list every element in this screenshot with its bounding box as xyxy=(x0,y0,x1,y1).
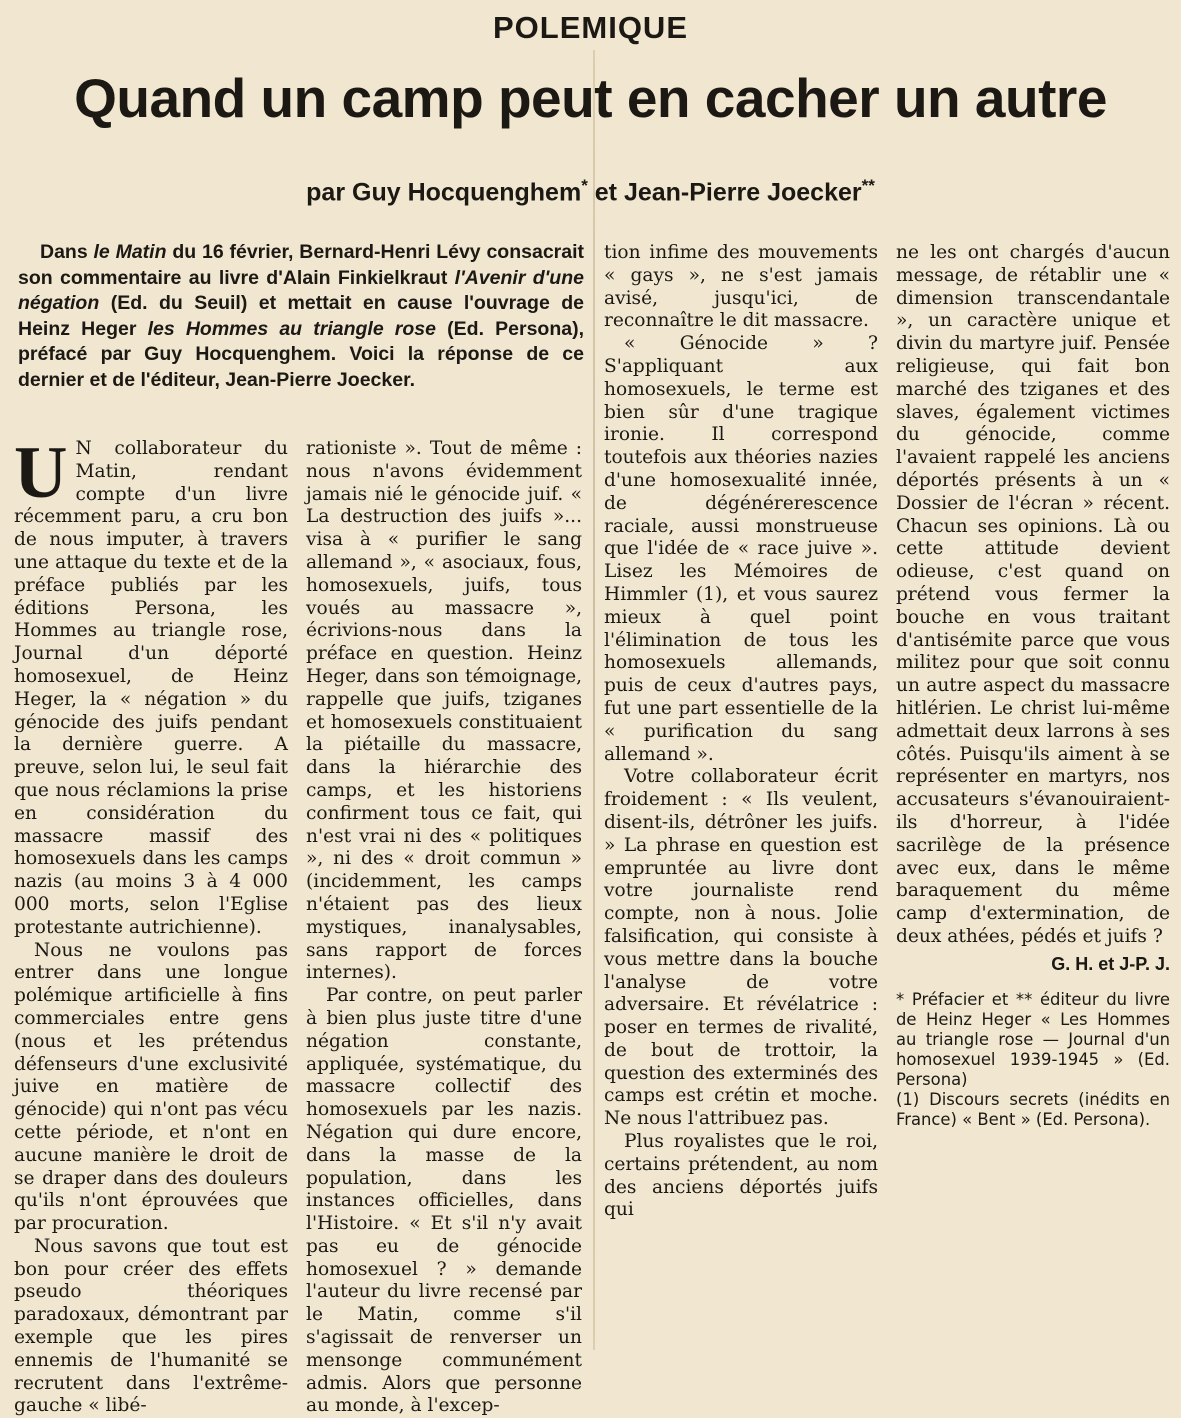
article-paragraph: « Génocide » ? S'appliquant aux homosexuels, le terme est bien sûr d'une tragique ironie. Il correspond toutefois aux théories nazies d'une homosexualité innée, de dégénérerescence raciale, aussi monstrueuse que l'idée de « race juive ». Lisez les Mémoires de Himmler (1), et vous saurez mieux à quel point l'élimination de tous les homosexuels allemands, puis de ceux d'autres pays, fut une part essentielle de la « purification du sang allemand ». xyxy=(604,333,878,765)
article-paragraph: Nous savons que tout est bon pour créer des effets pseudo théoriques paradoxaux, démontrant par exemple que les pires ennemis de l'humanité se recrutent dans l'extrême-gauche « libé- xyxy=(14,1235,288,1417)
standfirst-text: du 16 février, Bernard-Henri Lévy consacrait son commentaire au livre d'Alain Finkielkraut xyxy=(18,241,585,289)
standfirst-title: les Hommes au triangle rose xyxy=(147,317,437,340)
headline: Quand un camp peut en cacher un autre xyxy=(74,67,1107,129)
footnotes xyxy=(896,990,1170,1130)
byline-star-1: * xyxy=(581,176,588,195)
byline-author-2: et Jean-Pierre Joecker xyxy=(587,178,862,207)
article-paragraph: Nous ne voulons pas entrer dans une longue polémique artificielle à fins commerciales entre gens (nous et les prétendus défenseurs d'une exclusivité juive en matière de génocide) qui n'ont pas vécu cette période, et n'ont en aucune manière le droit de se draper dans des douleurs qu'ils n'ont éprouvées que par procuration. xyxy=(14,939,288,1235)
byline-author-1: par Guy Hocquenghem xyxy=(306,178,582,207)
article-column-1 xyxy=(14,432,288,1418)
article-paragraph: Plus royalistes que le roi, certains prétendent, au nom des anciens déportés juifs qui xyxy=(604,1131,878,1221)
article-column-4 xyxy=(896,242,1170,1130)
standfirst-title: l'Avenir d'une négation xyxy=(18,266,584,314)
article-column-3 xyxy=(604,242,878,1222)
drop-cap: U xyxy=(14,432,68,514)
signature: G. H. et J-P. J. xyxy=(1051,953,1170,974)
article-paragraph: ne les ont chargés d'aucun message, de rétablir une « dimension transcendantale », un caractère unique et divin du martyre juif. Pensée religieuse, qui fait bon marché des tziganes et des slaves, également victimes du génocide, comme l'avaient rappelé les anciens déportés présents à un « Dossier de l'écran » récent. Chacun ses opinions. Là ou cette attitude devient odieuse, c'est quand on prétend vous fermer la bouche en vous traitant d'antisémite parce que vous militez pour que soit connu un autre aspect du massacre hitlérien. Le christ lui-même admettait deux larrons à ses côtés. Puisqu'ils aiment à se représenter en martyrs, nos accusateurs s'évanouiraient-ils d'horreur, à l'idée sacrilège de la présence avec eux, dans le même baraquement du même camp d'extermination, de deux athées, pédés et juifs ? xyxy=(896,242,1170,947)
footnote: * Préfacier et ** éditeur du livre de Heinz Heger « Les Hommes au triangle rose — Journal d'un homosexuel 1939-1945 » (Ed. Persona) xyxy=(896,989,1170,1089)
byline-star-2: ** xyxy=(861,176,875,195)
page-fold xyxy=(593,50,595,1350)
section-rubric: POLEMIQUE xyxy=(492,10,688,45)
standfirst xyxy=(18,240,584,393)
article-paragraph: tion infime des mouvements « gays », ne s'est jamais avisé, jusqu'ici, de reconnaître le dit massacre. xyxy=(604,242,878,332)
article-paragraph: Par contre, on peut parler à bien plus juste titre d'une négation constante, appliquée, systématique, du massacre collectif des homosexuels par les nazis. Négation qui dure encore, dans la masse de la population, dans les instances officielles, dans l'Histoire. « Et s'il n'y avait pas eu de génocide homosexuel ? » demande l'auteur du livre recensé par le Matin, comme s'il s'agissait de renverser un mensonge communément admis. Alors que personne au monde, à l'excep- xyxy=(306,985,582,1417)
standfirst-text: (Ed. Persona), préfacé par Guy Hocquenghem. Voici la réponse de ce dernier et de l'éditeur, Jean-Pierre Joecker. xyxy=(18,317,584,391)
paragraph-text: N collaborateur du Matin, rendant compte d'un livre récemment paru, a cru bon de nous imputer, à travers une attaque du texte et de la préface publiés par les éditions Persona, les Hommes au triangle rose, Journal d'un déporté homosexuel, de Heinz Heger, la « négation » du génocide des juifs pendant la dernière guerre. A preuve, selon lui, le seul fait que nous réclamions la prise en considération du massacre massif des homosexuels dans les camps nazis (au moins 3 à 4 000 000 morts, selon l'Eglise protestante autrichienne). xyxy=(14,438,288,938)
footnote: (1) Discours secrets (inédits en France) « Bent » (Ed. Persona). xyxy=(896,1089,1170,1129)
article-paragraph: rationiste ». Tout de même : nous n'avons évidemment jamais nié le génocide juif. « La destruction des juifs »... visa à « purifier le sang allemand », « asociaux, fous, homosexuels, juifs, tous voués au massacre », écrivions-nous dans la préface en question. Heinz Heger, dans son témoignage, rappelle que juifs, tziganes et homosexuels constituaient la piétaille du massacre, dans la hiérarchie des camps, et les historiens confirment tous ce fait, qui n'est vrai ni des « politiques », ni des « droit commun » (incidemment, les camps n'étaient pas des lieux mystiques, inanalysables, sans rapport de forces internes). xyxy=(306,438,582,984)
byline xyxy=(0,176,1181,207)
standfirst-title: le Matin xyxy=(93,241,167,263)
standfirst-text: (Ed. du Seuil) et mettait en cause l'ouvrage de Heinz Heger xyxy=(18,292,584,340)
article-paragraph: Votre collaborateur écrit froidement : « Ils veulent, disent-ils, détrôner les juifs. » La phrase en question est empruntée au livre dont votre journaliste rend compte, non à nous. Jolie falsification, qui consiste à vous mettre dans la bouche l'analyse de votre adversaire. Et révélatrice : poser en termes de rivalité, de bout de trottoir, la question des exterminés des camps est crétin et moche. Ne nous l'attribuez pas. xyxy=(604,766,878,1130)
article-column-2 xyxy=(306,438,582,1418)
standfirst-text: Dans xyxy=(40,241,94,263)
article-paragraph xyxy=(14,432,288,940)
